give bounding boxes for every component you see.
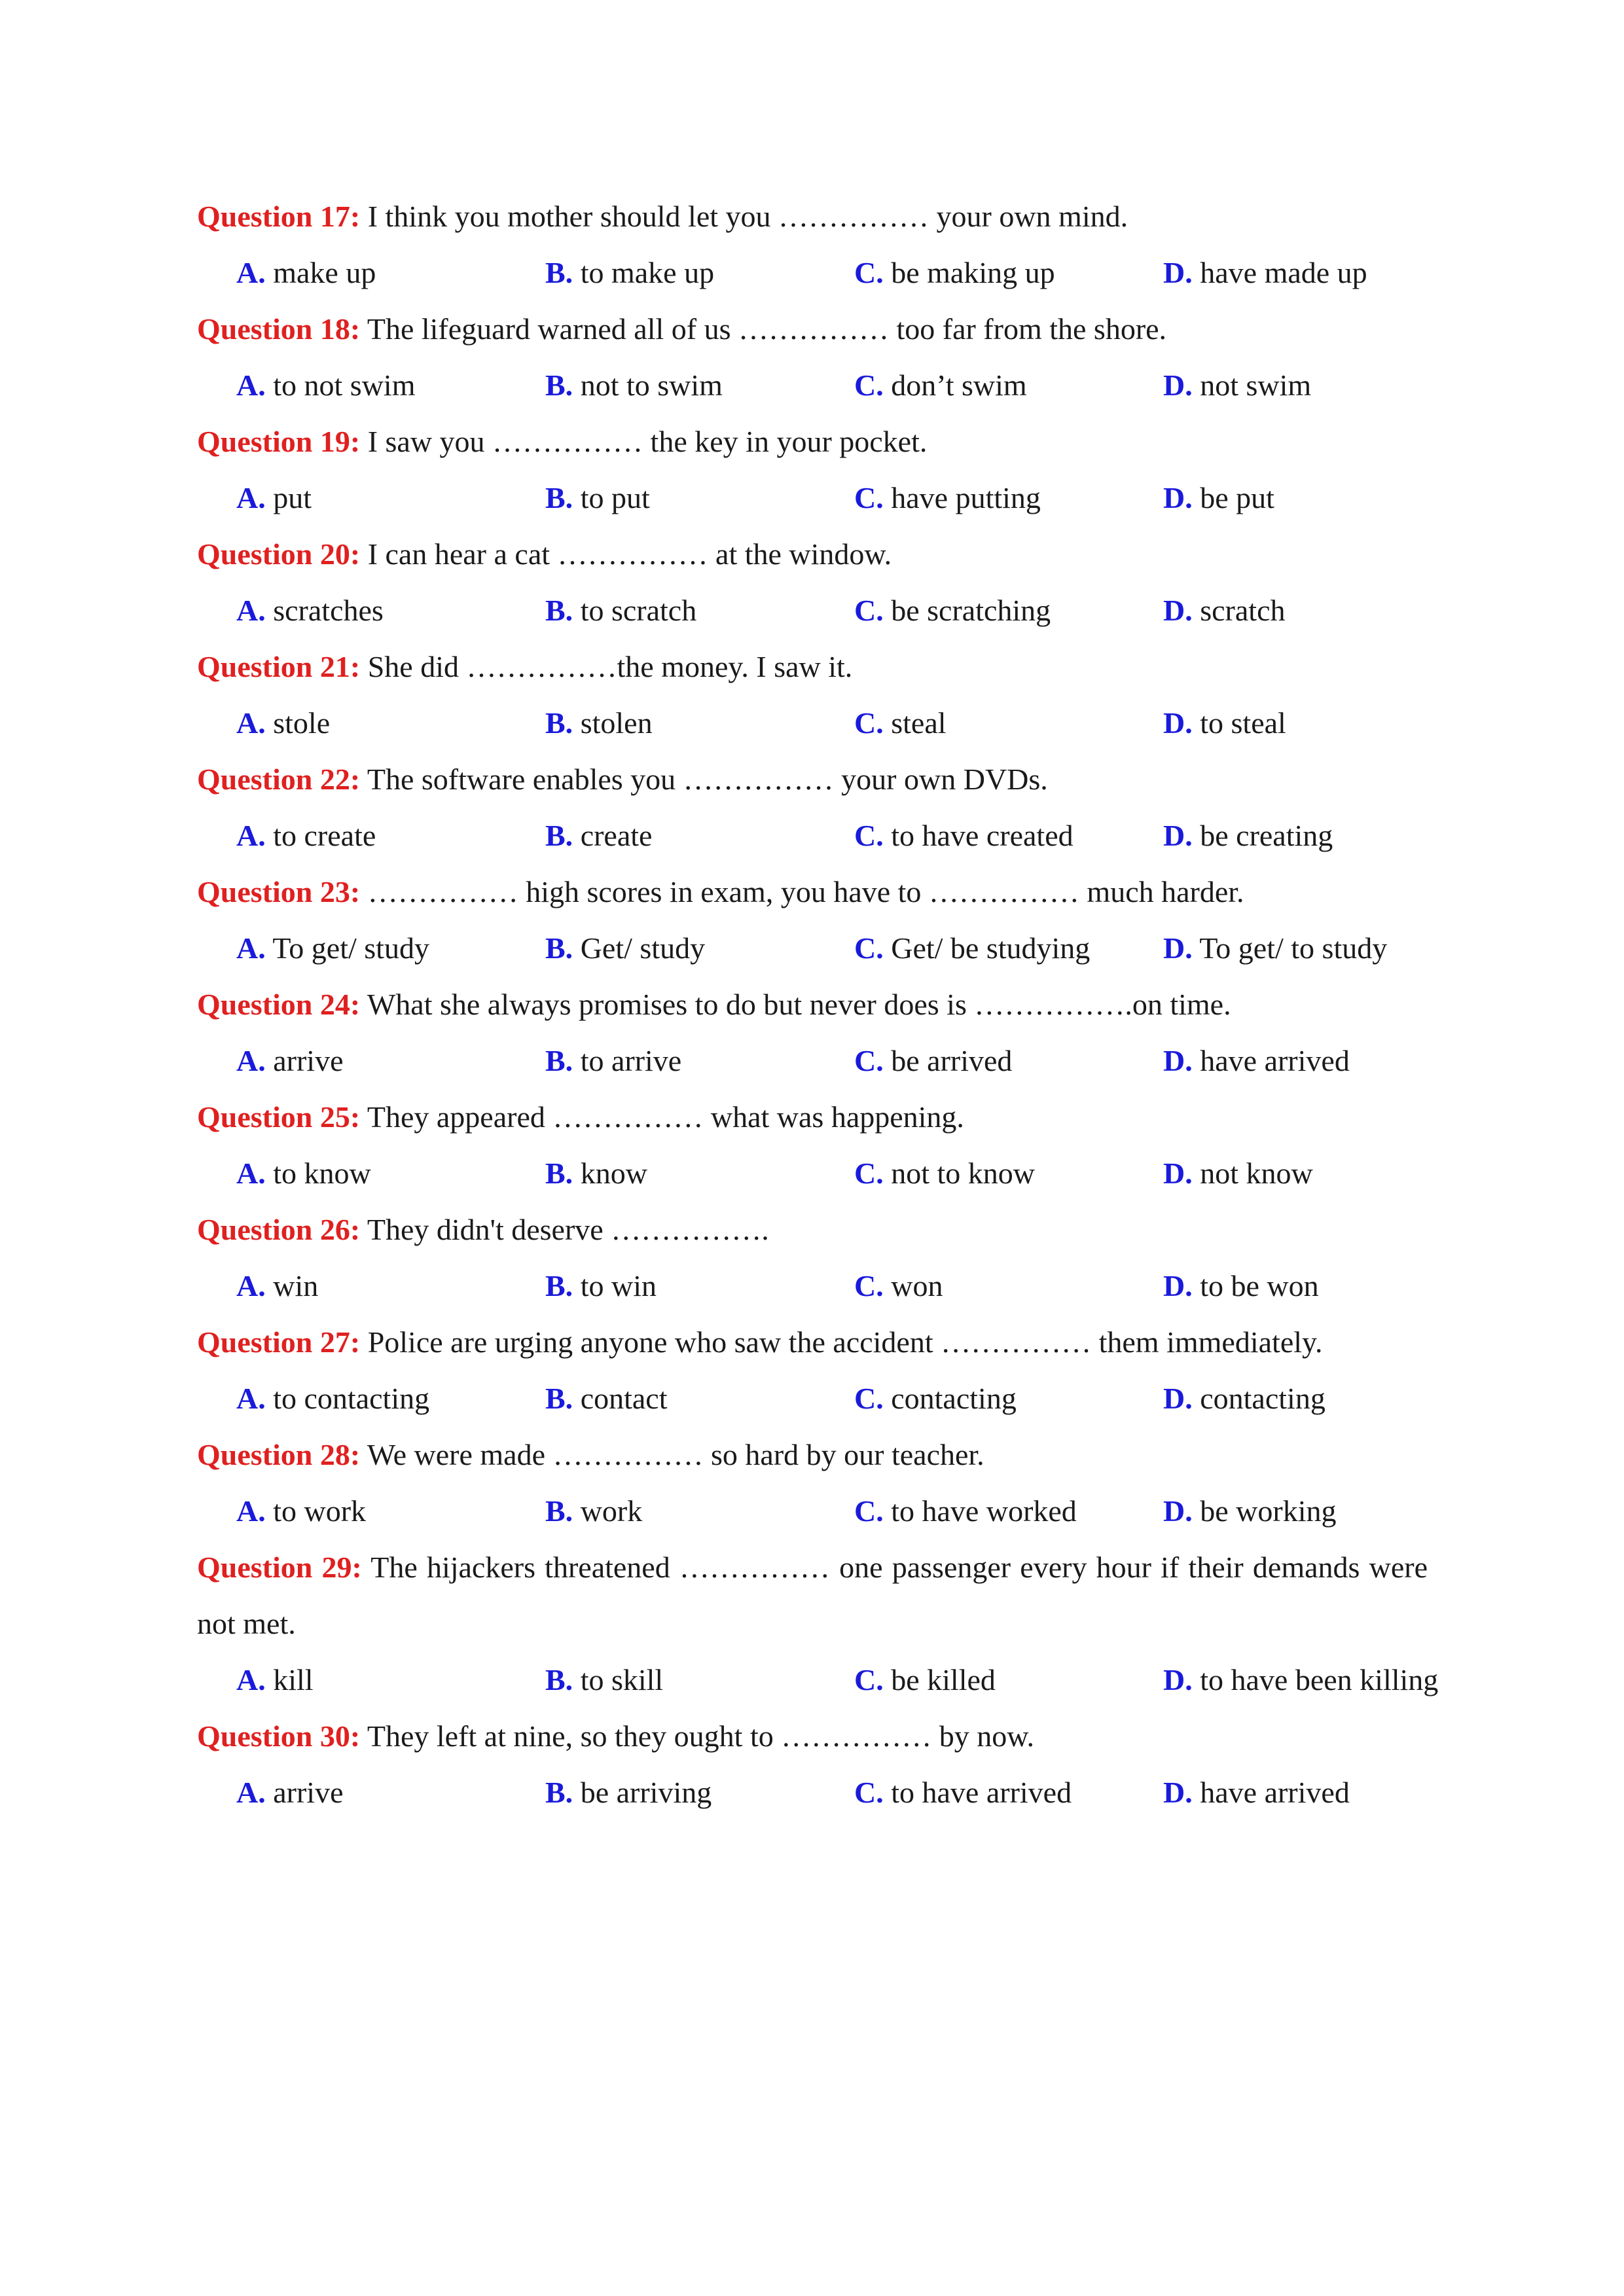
option-text: be scratching <box>891 594 1051 627</box>
option-text: scratches <box>273 594 384 627</box>
option-b[interactable] <box>545 470 650 526</box>
options-row <box>197 1371 1428 1427</box>
option-text: steal <box>891 706 947 740</box>
option-letter: B. <box>545 368 573 402</box>
question-stem <box>197 526 1428 583</box>
option-text: won <box>891 1269 943 1302</box>
option-b[interactable] <box>545 1145 647 1202</box>
question-label: Question 30: <box>197 1719 361 1753</box>
option-d[interactable] <box>1163 1483 1336 1539</box>
option-c[interactable] <box>854 470 1041 526</box>
options-row <box>197 1145 1428 1202</box>
option-text: contacting <box>891 1382 1017 1415</box>
question-list <box>197 188 1439 1821</box>
option-letter: A. <box>236 1382 266 1415</box>
option-c[interactable] <box>854 1258 943 1314</box>
options-row <box>197 583 1428 639</box>
question-stem <box>197 751 1428 808</box>
option-letter: C. <box>854 706 884 740</box>
option-c[interactable] <box>854 1371 1017 1427</box>
option-text: to make up <box>580 256 715 289</box>
option-letter: A. <box>236 1776 266 1809</box>
question-text: What she always promises to do but never does is …………….on time. <box>367 988 1231 1021</box>
option-c[interactable] <box>854 1483 1077 1539</box>
option-letter: B. <box>545 1157 573 1190</box>
option-c[interactable] <box>854 1652 996 1708</box>
option-c[interactable] <box>854 1145 1035 1202</box>
question-label: Question 24: <box>197 988 361 1021</box>
options-row <box>197 1033 1428 1089</box>
option-text: don’t swim <box>891 368 1027 402</box>
question-stem <box>197 1539 1428 1652</box>
option-text: stolen <box>580 706 653 740</box>
question-text: They appeared …………… what was happening. <box>367 1100 964 1134</box>
option-letter: A. <box>236 1269 266 1302</box>
option-letter: C. <box>854 1494 884 1528</box>
option-letter: C. <box>854 1776 884 1809</box>
options-row <box>197 1765 1428 1821</box>
option-b[interactable] <box>545 920 705 977</box>
question-20 <box>197 526 1428 639</box>
question-24 <box>197 977 1428 1089</box>
option-letter: A. <box>236 256 266 289</box>
question-text: I think you mother should let you …………… your own mind. <box>367 200 1128 233</box>
option-text: to be won <box>1200 1269 1319 1302</box>
option-a[interactable] <box>236 1258 318 1314</box>
option-text: make up <box>273 256 376 289</box>
option-letter: C. <box>854 368 884 402</box>
option-a[interactable] <box>236 1483 366 1539</box>
question-19 <box>197 414 1428 526</box>
question-22 <box>197 751 1428 864</box>
question-text: The lifeguard warned all of us …………… too far from the shore. <box>367 312 1167 346</box>
question-label: Question 27: <box>197 1325 361 1359</box>
option-text: To get/ study <box>272 931 429 965</box>
option-text: to create <box>273 819 376 852</box>
question-label: Question 17: <box>197 200 361 233</box>
option-letter: C. <box>854 1382 884 1415</box>
option-b[interactable] <box>545 357 723 414</box>
option-text: have made up <box>1200 256 1367 289</box>
option-d[interactable] <box>1163 583 1286 639</box>
question-stem <box>197 639 1428 695</box>
question-label: Question 19: <box>197 425 361 458</box>
option-letter: A. <box>236 368 266 402</box>
option-a[interactable] <box>236 1033 344 1089</box>
option-letter: D. <box>1163 706 1193 740</box>
option-text: kill <box>273 1663 314 1696</box>
option-letter: B. <box>545 1663 573 1696</box>
option-text: not swim <box>1200 368 1312 402</box>
option-text: be arrived <box>891 1044 1013 1077</box>
option-text: scratch <box>1200 594 1286 627</box>
option-letter: B. <box>545 1382 573 1415</box>
question-28 <box>197 1427 1428 1539</box>
option-a[interactable] <box>236 245 376 301</box>
option-b[interactable] <box>545 1483 642 1539</box>
question-stem <box>197 1314 1428 1371</box>
option-letter: A. <box>236 1044 266 1077</box>
option-b[interactable] <box>545 808 652 864</box>
option-a[interactable] <box>236 1145 371 1202</box>
options-row <box>197 1258 1428 1314</box>
option-letter: C. <box>854 256 884 289</box>
question-stem <box>197 414 1428 470</box>
option-text: arrive <box>273 1044 344 1077</box>
option-c[interactable] <box>854 1033 1012 1089</box>
option-letter: C. <box>854 1269 884 1302</box>
option-a[interactable] <box>236 695 330 751</box>
question-text: I can hear a cat …………… at the window. <box>367 537 892 571</box>
option-text: know <box>580 1157 647 1190</box>
option-b[interactable] <box>545 1033 681 1089</box>
option-letter: A. <box>236 1663 266 1696</box>
option-c[interactable] <box>854 695 947 751</box>
option-d[interactable] <box>1163 695 1286 751</box>
option-b[interactable] <box>545 583 696 639</box>
option-text: to steal <box>1200 706 1286 740</box>
question-text: We were made …………… so hard by our teacher. <box>367 1438 984 1471</box>
option-letter: D. <box>1163 1044 1193 1077</box>
option-text: not know <box>1200 1157 1313 1190</box>
options-row <box>197 695 1428 751</box>
option-text: to work <box>273 1494 367 1528</box>
option-letter: A. <box>236 1494 266 1528</box>
option-d[interactable] <box>1163 1652 1438 1708</box>
options-row <box>197 1483 1428 1539</box>
option-text: contact <box>580 1382 668 1415</box>
question-label: Question 26: <box>197 1213 361 1246</box>
option-text: be making up <box>891 256 1055 289</box>
question-label: Question 28: <box>197 1438 361 1471</box>
option-d[interactable] <box>1163 1145 1313 1202</box>
option-c[interactable] <box>854 245 1055 301</box>
option-letter: D. <box>1163 931 1193 965</box>
question-text: The hijackers threatened …………… one passenger every hour if their demands were not met. <box>197 1551 1428 1640</box>
option-letter: A. <box>236 1157 266 1190</box>
option-letter: C. <box>854 931 884 965</box>
option-letter: D. <box>1163 1776 1193 1809</box>
option-text: have arrived <box>1200 1776 1350 1809</box>
question-21 <box>197 639 1428 751</box>
option-text: not to know <box>891 1157 1036 1190</box>
option-letter: B. <box>545 819 573 852</box>
option-letter: B. <box>545 256 573 289</box>
question-text: Police are urging anyone who saw the accident …………… them immediately. <box>367 1325 1323 1359</box>
option-letter: B. <box>545 1776 573 1809</box>
option-letter: C. <box>854 1157 884 1190</box>
option-letter: D. <box>1163 481 1193 514</box>
options-row <box>197 357 1428 414</box>
option-letter: B. <box>545 706 573 740</box>
question-text: The software enables you …………… your own DVDs. <box>367 762 1048 796</box>
option-letter: A. <box>236 481 266 514</box>
option-letter: A. <box>236 706 266 740</box>
option-letter: C. <box>854 1663 884 1696</box>
option-text: to not swim <box>273 368 416 402</box>
option-d[interactable] <box>1163 357 1311 414</box>
option-letter: B. <box>545 931 573 965</box>
question-30 <box>197 1708 1428 1821</box>
option-text: create <box>580 819 653 852</box>
option-text: to have been killing <box>1200 1663 1439 1696</box>
question-29 <box>197 1539 1439 1708</box>
question-stem <box>197 301 1428 357</box>
option-text: to arrive <box>580 1044 682 1077</box>
option-b[interactable] <box>545 1765 712 1821</box>
option-d[interactable] <box>1163 1033 1350 1089</box>
option-a[interactable] <box>236 583 384 639</box>
option-a[interactable] <box>236 920 429 977</box>
option-text: be arriving <box>580 1776 712 1809</box>
question-text: I saw you …………… the key in your pocket. <box>367 425 928 458</box>
option-d[interactable] <box>1163 470 1274 526</box>
option-d[interactable] <box>1163 920 1387 977</box>
option-letter: A. <box>236 819 266 852</box>
question-label: Question 18: <box>197 312 361 346</box>
option-d[interactable] <box>1163 245 1367 301</box>
question-label: Question 23: <box>197 875 361 908</box>
option-letter: C. <box>854 1044 884 1077</box>
option-text: be killed <box>891 1663 996 1696</box>
option-a[interactable] <box>236 357 415 414</box>
option-text: be creating <box>1200 819 1333 852</box>
question-26 <box>197 1202 1428 1314</box>
option-c[interactable] <box>854 1765 1072 1821</box>
question-17 <box>197 188 1428 301</box>
option-letter: B. <box>545 1044 573 1077</box>
option-letter: D. <box>1163 1382 1193 1415</box>
option-text: arrive <box>273 1776 344 1809</box>
option-letter: C. <box>854 819 884 852</box>
option-text: be working <box>1200 1494 1337 1528</box>
option-text: be put <box>1200 481 1274 514</box>
option-letter: C. <box>854 481 884 514</box>
question-23 <box>197 864 1428 977</box>
option-d[interactable] <box>1163 1258 1319 1314</box>
option-text: stole <box>273 706 331 740</box>
option-a[interactable] <box>236 1652 314 1708</box>
option-d[interactable] <box>1163 808 1333 864</box>
option-letter: D. <box>1163 1494 1193 1528</box>
option-letter: A. <box>236 931 266 965</box>
question-stem <box>197 1202 1428 1258</box>
question-stem <box>197 1708 1428 1765</box>
option-c[interactable] <box>854 808 1074 864</box>
options-row <box>197 1652 1439 1708</box>
question-stem <box>197 1427 1428 1483</box>
option-text: win <box>273 1269 319 1302</box>
option-text: have putting <box>891 481 1041 514</box>
question-text: They left at nine, so they ought to …………… by now. <box>367 1719 1034 1753</box>
option-text: Get/ be studying <box>891 931 1091 965</box>
option-letter: B. <box>545 594 573 627</box>
option-text: have arrived <box>1200 1044 1350 1077</box>
option-text: to win <box>580 1269 657 1302</box>
option-a[interactable] <box>236 808 376 864</box>
option-letter: D. <box>1163 1663 1193 1696</box>
option-letter: B. <box>545 1269 573 1302</box>
question-25 <box>197 1089 1428 1202</box>
option-text: to have created <box>891 819 1074 852</box>
option-c[interactable] <box>854 920 1090 977</box>
question-18 <box>197 301 1428 414</box>
option-text: to know <box>273 1157 371 1190</box>
option-c[interactable] <box>854 357 1027 414</box>
question-text: She did ……………the money. I saw it. <box>367 650 853 683</box>
option-text: contacting <box>1200 1382 1326 1415</box>
option-a[interactable] <box>236 1371 429 1427</box>
option-letter: A. <box>236 594 266 627</box>
option-letter: B. <box>545 481 573 514</box>
options-row <box>197 808 1428 864</box>
option-letter: C. <box>854 594 884 627</box>
option-letter: B. <box>545 1494 573 1528</box>
question-text: They didn't deserve ……………. <box>367 1213 769 1246</box>
question-label: Question 25: <box>197 1100 361 1134</box>
option-b[interactable] <box>545 1371 668 1427</box>
question-label: Question 29: <box>197 1551 362 1584</box>
question-27 <box>197 1314 1428 1427</box>
option-text: work <box>580 1494 643 1528</box>
option-b[interactable] <box>545 1652 663 1708</box>
option-c[interactable] <box>854 583 1051 639</box>
option-letter: D. <box>1163 256 1193 289</box>
question-text: …………… high scores in exam, you have to …………… much harder. <box>367 875 1244 908</box>
option-b[interactable] <box>545 695 653 751</box>
option-b[interactable] <box>545 1258 657 1314</box>
option-text: to have worked <box>891 1494 1077 1528</box>
question-label: Question 21: <box>197 650 361 683</box>
option-letter: D. <box>1163 1157 1193 1190</box>
question-stem <box>197 977 1428 1033</box>
option-text: To get/ to study <box>1199 931 1388 965</box>
option-text: put <box>273 481 312 514</box>
option-letter: D. <box>1163 1269 1193 1302</box>
question-stem <box>197 864 1428 920</box>
question-stem <box>197 188 1428 245</box>
option-a[interactable] <box>236 1765 344 1821</box>
question-stem <box>197 1089 1428 1145</box>
options-row <box>197 245 1428 301</box>
option-letter: D. <box>1163 368 1193 402</box>
option-text: to scratch <box>580 594 697 627</box>
options-row <box>197 920 1428 977</box>
option-d[interactable] <box>1163 1765 1350 1821</box>
option-text: to put <box>580 481 650 514</box>
option-text: not to swim <box>580 368 723 402</box>
options-row <box>197 470 1428 526</box>
option-letter: D. <box>1163 594 1193 627</box>
option-a[interactable] <box>236 470 312 526</box>
question-label: Question 22: <box>197 762 361 796</box>
option-text: to skill <box>580 1663 664 1696</box>
option-text: Get/ study <box>580 931 706 965</box>
option-letter: D. <box>1163 819 1193 852</box>
option-text: to have arrived <box>891 1776 1072 1809</box>
option-d[interactable] <box>1163 1371 1326 1427</box>
option-b[interactable] <box>545 245 714 301</box>
question-label: Question 20: <box>197 537 361 571</box>
option-text: to contacting <box>273 1382 430 1415</box>
